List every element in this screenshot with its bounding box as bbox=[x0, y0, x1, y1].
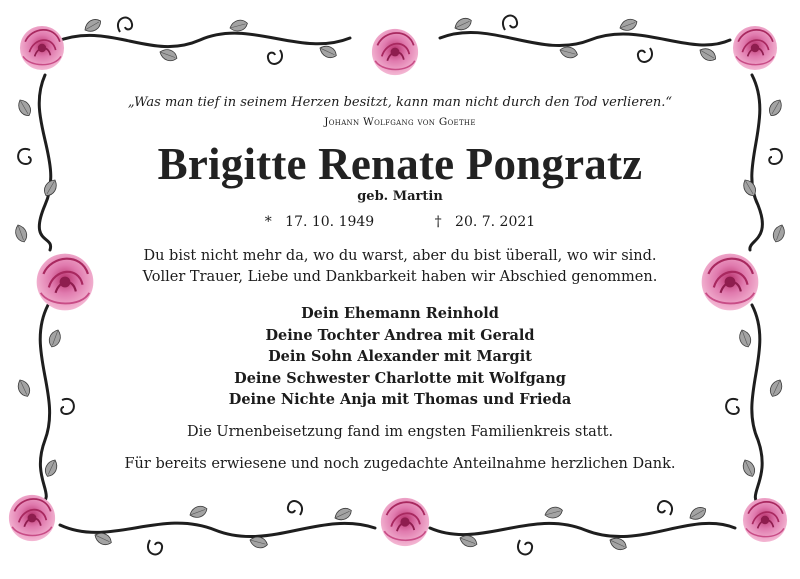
mourner: Dein Sohn Alexander mit Margit bbox=[268, 348, 532, 365]
mourner: Deine Nichte Anja mit Thomas und Frieda bbox=[228, 391, 572, 408]
quote-author: Johann Wolfgang von Goethe bbox=[324, 116, 476, 128]
birth-symbol: * bbox=[264, 214, 272, 230]
birth-date-group bbox=[265, 214, 374, 230]
message-line: Du bist nicht mehr da, wo du warst, aber du bist überall, wo wir sind. bbox=[143, 248, 657, 264]
farewell-message bbox=[70, 246, 730, 288]
thanks-note: Für bereits erwiesene und noch zugedachte Anteilnahme herzlichen Dank. bbox=[124, 456, 676, 472]
mourner: Deine Schwester Charlotte mit Wolfgang bbox=[234, 369, 566, 387]
mourners-list bbox=[70, 303, 730, 411]
mourner: Deine Tochter Andrea mit Gerald bbox=[265, 326, 535, 344]
goethe-quote: „Was man tief in seinem Herzen besitzt, kann man nicht durch den Tod verlieren.“ bbox=[127, 95, 673, 110]
birth-date: 17. 10. 1949 bbox=[285, 214, 375, 230]
death-symbol: † bbox=[434, 214, 442, 230]
death-date-group bbox=[435, 214, 536, 230]
death-date: 20. 7. 2021 bbox=[455, 214, 536, 230]
deceased-name: Brigitte Renate Pongratz bbox=[157, 139, 643, 189]
mourner: Dein Ehemann Reinhold bbox=[301, 305, 499, 322]
life-dates bbox=[70, 214, 730, 230]
burial-note: Die Urnenbeisetzung fand im engsten Familienkreis statt. bbox=[186, 424, 614, 440]
message-line: Voller Trauer, Liebe und Dankbarkeit haben wir Abschied genommen. bbox=[142, 269, 658, 285]
maiden-name: geb. Martin bbox=[357, 189, 443, 204]
